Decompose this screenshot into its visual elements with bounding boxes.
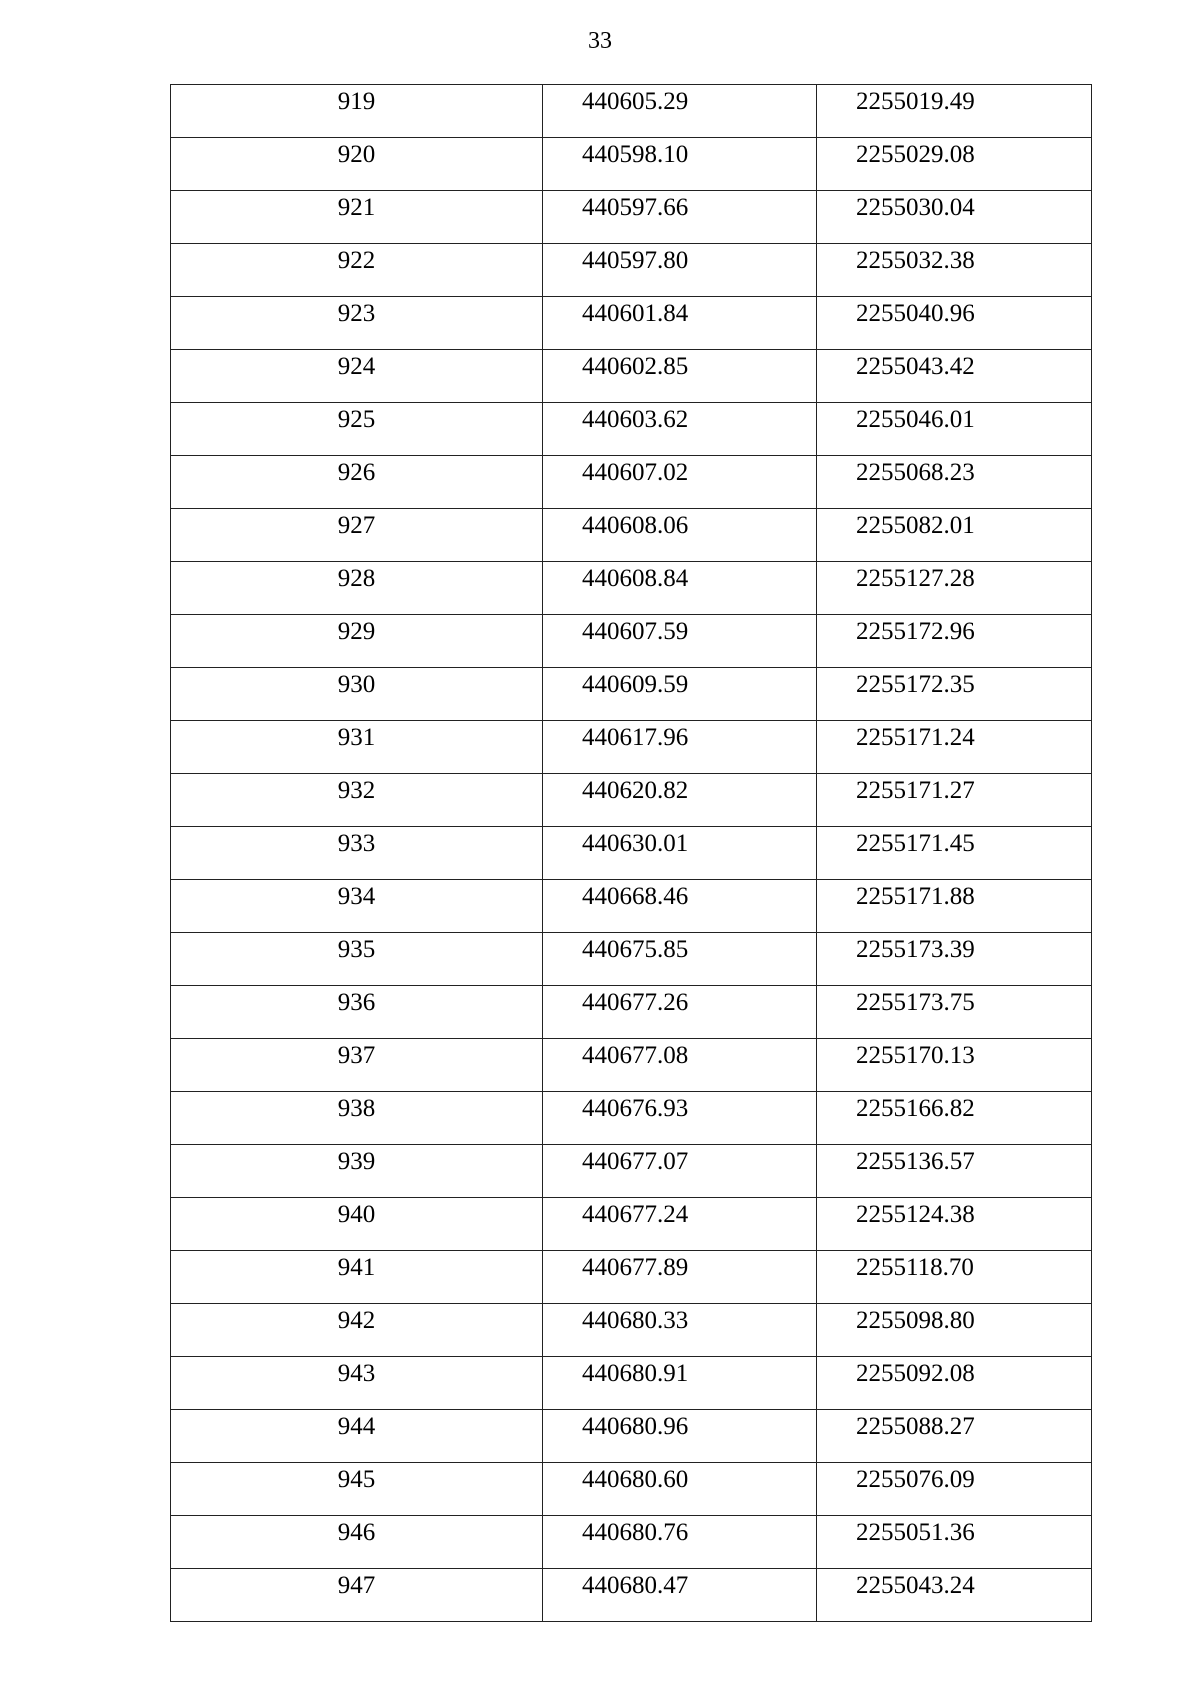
x-coordinate-cell: 440609.59 [543, 668, 817, 721]
y-coordinate-cell: 2255118.70 [817, 1251, 1092, 1304]
table-row [171, 1198, 1092, 1251]
table-row [171, 721, 1092, 774]
x-coordinate-cell: 440630.01 [543, 827, 817, 880]
table-row [171, 1145, 1092, 1198]
y-coordinate-cell: 2255043.24 [817, 1569, 1092, 1622]
table-row [171, 1516, 1092, 1569]
y-coordinate-cell: 2255092.08 [817, 1357, 1092, 1410]
y-coordinate-cell: 2255172.35 [817, 668, 1092, 721]
y-coordinate-cell: 2255030.04 [817, 191, 1092, 244]
table-row [171, 933, 1092, 986]
x-coordinate-cell: 440605.29 [543, 85, 817, 138]
y-coordinate-cell: 2255088.27 [817, 1410, 1092, 1463]
y-coordinate-cell: 2255082.01 [817, 509, 1092, 562]
y-coordinate-cell: 2255171.24 [817, 721, 1092, 774]
table-row [171, 509, 1092, 562]
y-coordinate-cell: 2255171.27 [817, 774, 1092, 827]
x-coordinate-cell: 440607.02 [543, 456, 817, 509]
y-coordinate-cell: 2255136.57 [817, 1145, 1092, 1198]
table-row [171, 456, 1092, 509]
point-number-cell: 935 [171, 933, 543, 986]
table-row [171, 1569, 1092, 1622]
point-number-cell: 933 [171, 827, 543, 880]
point-number-cell: 946 [171, 1516, 543, 1569]
point-number-cell: 940 [171, 1198, 543, 1251]
y-coordinate-cell: 2255043.42 [817, 350, 1092, 403]
table-row [171, 615, 1092, 668]
point-number-cell: 921 [171, 191, 543, 244]
x-coordinate-cell: 440597.80 [543, 244, 817, 297]
x-coordinate-cell: 440617.96 [543, 721, 817, 774]
y-coordinate-cell: 2255076.09 [817, 1463, 1092, 1516]
x-coordinate-cell: 440677.24 [543, 1198, 817, 1251]
point-number-cell: 939 [171, 1145, 543, 1198]
point-number-cell: 927 [171, 509, 543, 562]
table-row [171, 138, 1092, 191]
point-number-cell: 936 [171, 986, 543, 1039]
y-coordinate-cell: 2255068.23 [817, 456, 1092, 509]
point-number-cell: 943 [171, 1357, 543, 1410]
point-number-cell: 934 [171, 880, 543, 933]
point-number-cell: 928 [171, 562, 543, 615]
point-number-cell: 937 [171, 1039, 543, 1092]
point-number-cell: 929 [171, 615, 543, 668]
table-row [171, 1357, 1092, 1410]
table-row [171, 1251, 1092, 1304]
point-number-cell: 942 [171, 1304, 543, 1357]
y-coordinate-cell: 2255127.28 [817, 562, 1092, 615]
x-coordinate-cell: 440677.26 [543, 986, 817, 1039]
x-coordinate-cell: 440680.47 [543, 1569, 817, 1622]
point-number-cell: 932 [171, 774, 543, 827]
x-coordinate-cell: 440680.33 [543, 1304, 817, 1357]
x-coordinate-cell: 440601.84 [543, 297, 817, 350]
table-row [171, 85, 1092, 138]
x-coordinate-cell: 440680.91 [543, 1357, 817, 1410]
x-coordinate-cell: 440680.60 [543, 1463, 817, 1516]
coordinates-table-body [171, 85, 1092, 1622]
point-number-cell: 926 [171, 456, 543, 509]
point-number-cell: 947 [171, 1569, 543, 1622]
x-coordinate-cell: 440680.76 [543, 1516, 817, 1569]
point-number-cell: 924 [171, 350, 543, 403]
point-number-cell: 945 [171, 1463, 543, 1516]
point-number-cell: 922 [171, 244, 543, 297]
point-number-cell: 925 [171, 403, 543, 456]
x-coordinate-cell: 440602.85 [543, 350, 817, 403]
x-coordinate-cell: 440677.07 [543, 1145, 817, 1198]
y-coordinate-cell: 2255032.38 [817, 244, 1092, 297]
x-coordinate-cell: 440677.08 [543, 1039, 817, 1092]
y-coordinate-cell: 2255166.82 [817, 1092, 1092, 1145]
y-coordinate-cell: 2255173.75 [817, 986, 1092, 1039]
point-number-cell: 930 [171, 668, 543, 721]
y-coordinate-cell: 2255019.49 [817, 85, 1092, 138]
x-coordinate-cell: 440598.10 [543, 138, 817, 191]
table-row [171, 403, 1092, 456]
y-coordinate-cell: 2255124.38 [817, 1198, 1092, 1251]
table-row [171, 668, 1092, 721]
y-coordinate-cell: 2255171.45 [817, 827, 1092, 880]
y-coordinate-cell: 2255098.80 [817, 1304, 1092, 1357]
x-coordinate-cell: 440607.59 [543, 615, 817, 668]
point-number-cell: 931 [171, 721, 543, 774]
point-number-cell: 919 [171, 85, 543, 138]
point-number-cell: 941 [171, 1251, 543, 1304]
y-coordinate-cell: 2255040.96 [817, 297, 1092, 350]
table-row [171, 880, 1092, 933]
y-coordinate-cell: 2255170.13 [817, 1039, 1092, 1092]
y-coordinate-cell: 2255029.08 [817, 138, 1092, 191]
point-number-cell: 938 [171, 1092, 543, 1145]
x-coordinate-cell: 440608.06 [543, 509, 817, 562]
table-row [171, 562, 1092, 615]
table-row [171, 1304, 1092, 1357]
y-coordinate-cell: 2255051.36 [817, 1516, 1092, 1569]
table-row [171, 774, 1092, 827]
y-coordinate-cell: 2255171.88 [817, 880, 1092, 933]
table-row [171, 1410, 1092, 1463]
table-row [171, 350, 1092, 403]
coordinates-table [170, 84, 1092, 1622]
point-number-cell: 920 [171, 138, 543, 191]
x-coordinate-cell: 440597.66 [543, 191, 817, 244]
x-coordinate-cell: 440608.84 [543, 562, 817, 615]
x-coordinate-cell: 440680.96 [543, 1410, 817, 1463]
table-row [171, 244, 1092, 297]
x-coordinate-cell: 440603.62 [543, 403, 817, 456]
y-coordinate-cell: 2255172.96 [817, 615, 1092, 668]
x-coordinate-cell: 440675.85 [543, 933, 817, 986]
x-coordinate-cell: 440677.89 [543, 1251, 817, 1304]
table-row [171, 1092, 1092, 1145]
table-row [171, 297, 1092, 350]
y-coordinate-cell: 2255046.01 [817, 403, 1092, 456]
table-row [171, 1039, 1092, 1092]
table-row [171, 827, 1092, 880]
point-number-cell: 923 [171, 297, 543, 350]
y-coordinate-cell: 2255173.39 [817, 933, 1092, 986]
x-coordinate-cell: 440676.93 [543, 1092, 817, 1145]
table-row [171, 191, 1092, 244]
table-row [171, 1463, 1092, 1516]
x-coordinate-cell: 440620.82 [543, 774, 817, 827]
table-row [171, 986, 1092, 1039]
point-number-cell: 944 [171, 1410, 543, 1463]
x-coordinate-cell: 440668.46 [543, 880, 817, 933]
page-number: 33 [588, 28, 612, 54]
